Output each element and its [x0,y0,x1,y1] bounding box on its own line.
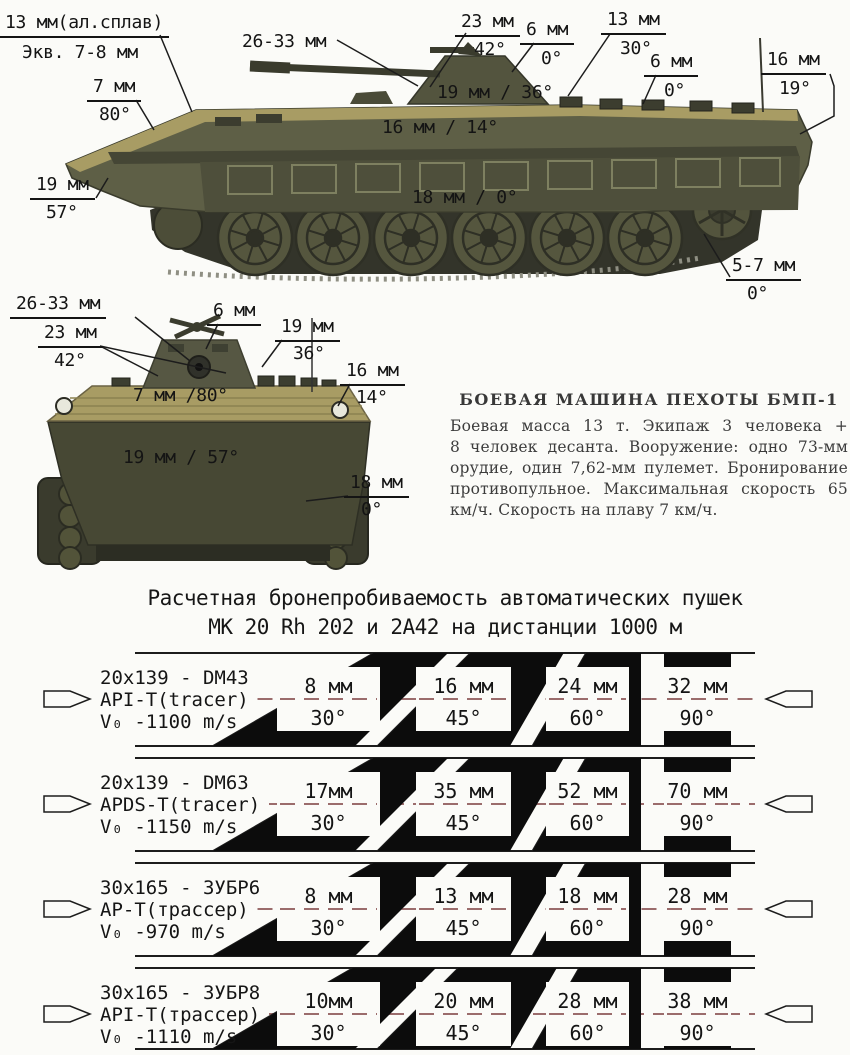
chart-row-svg-4 [0,961,850,1055]
spec-body-line-5: км/ч. Скорость на плаву 7 км/ч. [450,501,718,519]
projectile-icon-right [766,691,812,707]
penetration-value: 35 мм [433,779,494,803]
cartridge-label: 30x165 - ЗУБР6 [100,877,261,899]
front-armor-label-2-line1: 6 мм [207,300,261,326]
penetration-value: 16 мм [433,674,494,698]
penetration-value: 10мм [304,989,353,1013]
impact-angle: 30° [310,916,347,940]
spec-body-line-2: 8 человек десанта. Вооружение: одно 73-мм [450,438,848,456]
side-armor-label-0-line1: 13 мм(ал.сплав) [0,12,169,38]
side-armor-label-5-line1: 6 мм [520,19,574,45]
side-armor-label-2-line1: 19 мм [30,174,95,200]
cartridge-label: 20x139 - DM63 [100,772,249,794]
projectile-label: APDS-T(tracer) [100,794,261,816]
front-armor-label-1-line1: 23 мм [38,322,103,348]
projectile-icon-left [44,1006,90,1022]
front-armor-label-4-line2: 14° [356,387,388,408]
side-armor-label-6-line2: 30° [620,38,652,59]
chart-title-line2: МК 20 Rh 202 и 2А42 на дистанции 1000 м [208,615,682,639]
side-armor-label-1-line2: 80° [99,104,131,125]
chart-row-svg-2 [0,751,850,856]
impact-angle: 90° [679,1021,716,1045]
chart-row-2 [0,751,850,856]
side-armor-label-1-line1: 7 мм [87,76,141,102]
cartridge-label: 20x139 - DM43 [100,667,249,689]
velocity-label: V₀ -1100 m/s [100,711,238,733]
spec-body-line-4: противопульное. Максимальная скорость 65 [450,480,848,498]
spec-body-line-1: Боевая масса 13 т. Экипаж 3 человека + [450,417,848,435]
impact-angle: 45° [445,811,482,835]
velocity-label: V₀ -1150 m/s [100,816,238,838]
impact-angle: 90° [679,811,716,835]
front-armor-label-0-line1: 26-33 мм [10,293,106,319]
projectile-icon-right [766,1006,812,1022]
impact-angle: 45° [445,916,482,940]
projectile-label: API-T(tracer) [100,689,249,711]
side-armor-label-11-line1: 18 мм / 0° [412,187,518,208]
penetration-value: 8 мм [304,674,353,698]
side-armor-label-12-line1: 5-7 мм [726,255,801,281]
side-armor-label-8-line1: 16 мм [761,49,826,75]
chart-row-1 [0,646,850,751]
front-armor-label-1-line2: 42° [54,350,86,371]
impact-angle: 60° [569,916,606,940]
side-armor-label-2-line2: 57° [46,202,78,223]
penetration-value: 70 мм [667,779,728,803]
side-armor-label-7-line1: 6 мм [644,51,698,77]
impact-angle: 90° [679,916,716,940]
chart-row-4 [0,961,850,1055]
impact-angle: 45° [445,1021,482,1045]
impact-angle: 60° [569,811,606,835]
front-armor-label-5-line1: 7 мм /80° [133,385,228,406]
velocity-label: V₀ -970 m/s [100,921,226,943]
penetration-value: 52 мм [557,779,618,803]
projectile-icon-right [766,796,812,812]
side-armor-label-4-line2: 42° [474,39,506,60]
side-armor-label-7-line2: 0° [664,80,686,101]
projectile-icon-right [766,901,812,917]
penetration-value: 28 мм [557,989,618,1013]
chart-row-svg-3 [0,856,850,961]
side-armor-label-8-line2: 19° [779,78,811,99]
side-armor-label-10-line1: 16 мм / 14° [382,117,498,138]
velocity-label: V₀ -1110 m/s [100,1026,238,1048]
chart-row-svg-1 [0,646,850,751]
penetration-value: 13 мм [433,884,494,908]
penetration-value: 17мм [304,779,353,803]
impact-angle: 30° [310,811,347,835]
front-armor-label-6-line1: 19 мм / 57° [123,447,239,468]
side-armor-label-9-line1: 19 мм / 36° [437,82,553,103]
spec-body-line-3: орудие, один 7,62-мм пулемет. Бронирование [450,459,848,477]
side-armor-label-5-line2: 0° [541,48,563,69]
spec-block [450,390,848,521]
projectile-label: АР-Т(трассер) [100,899,249,921]
impact-angle: 90° [679,706,716,730]
chart-row-3 [0,856,850,961]
impact-angle: 45° [445,706,482,730]
impact-angle: 30° [310,1021,347,1045]
impact-angle: 60° [569,1021,606,1045]
impact-angle: 30° [310,706,347,730]
side-armor-label-12-line2: 0° [747,283,769,304]
penetration-value: 8 мм [304,884,353,908]
projectile-icon-left [44,796,90,812]
side-armor-label-0-line2: Экв. 7-8 мм [22,42,138,63]
front-armor-label-7-line2: 0° [361,499,383,520]
side-armor-label-3-line1: 26-33 мм [242,31,327,52]
impact-angle: 60° [569,706,606,730]
projectile-icon-left [44,691,90,707]
front-armor-label-3-line1: 19 мм [275,316,340,342]
penetration-value: 20 мм [433,989,494,1013]
penetration-value: 18 мм [557,884,618,908]
cartridge-label: 30x165 - ЗУБР8 [100,982,261,1004]
projectile-icon-left [44,901,90,917]
projectile-label: API-T(трассер) [100,1004,261,1026]
front-armor-label-4-line1: 16 мм [340,360,405,386]
front-armor-label-7-line1: 18 мм [344,472,409,498]
front-armor-label-3-line2: 36° [293,343,325,364]
penetration-value: 32 мм [667,674,728,698]
side-armor-label-4-line1: 23 мм [455,11,520,37]
spec-title: БОЕВАЯ МАШИНА ПЕХОТЫ БМП-1 [459,390,839,409]
penetration-value: 38 мм [667,989,728,1013]
chart-title-line1: Расчетная бронепробиваемость автоматических пушек [147,586,743,610]
side-armor-label-6-line1: 13 мм [601,9,666,35]
penetration-value: 28 мм [667,884,728,908]
penetration-value: 24 мм [557,674,618,698]
spec-body [450,416,848,521]
